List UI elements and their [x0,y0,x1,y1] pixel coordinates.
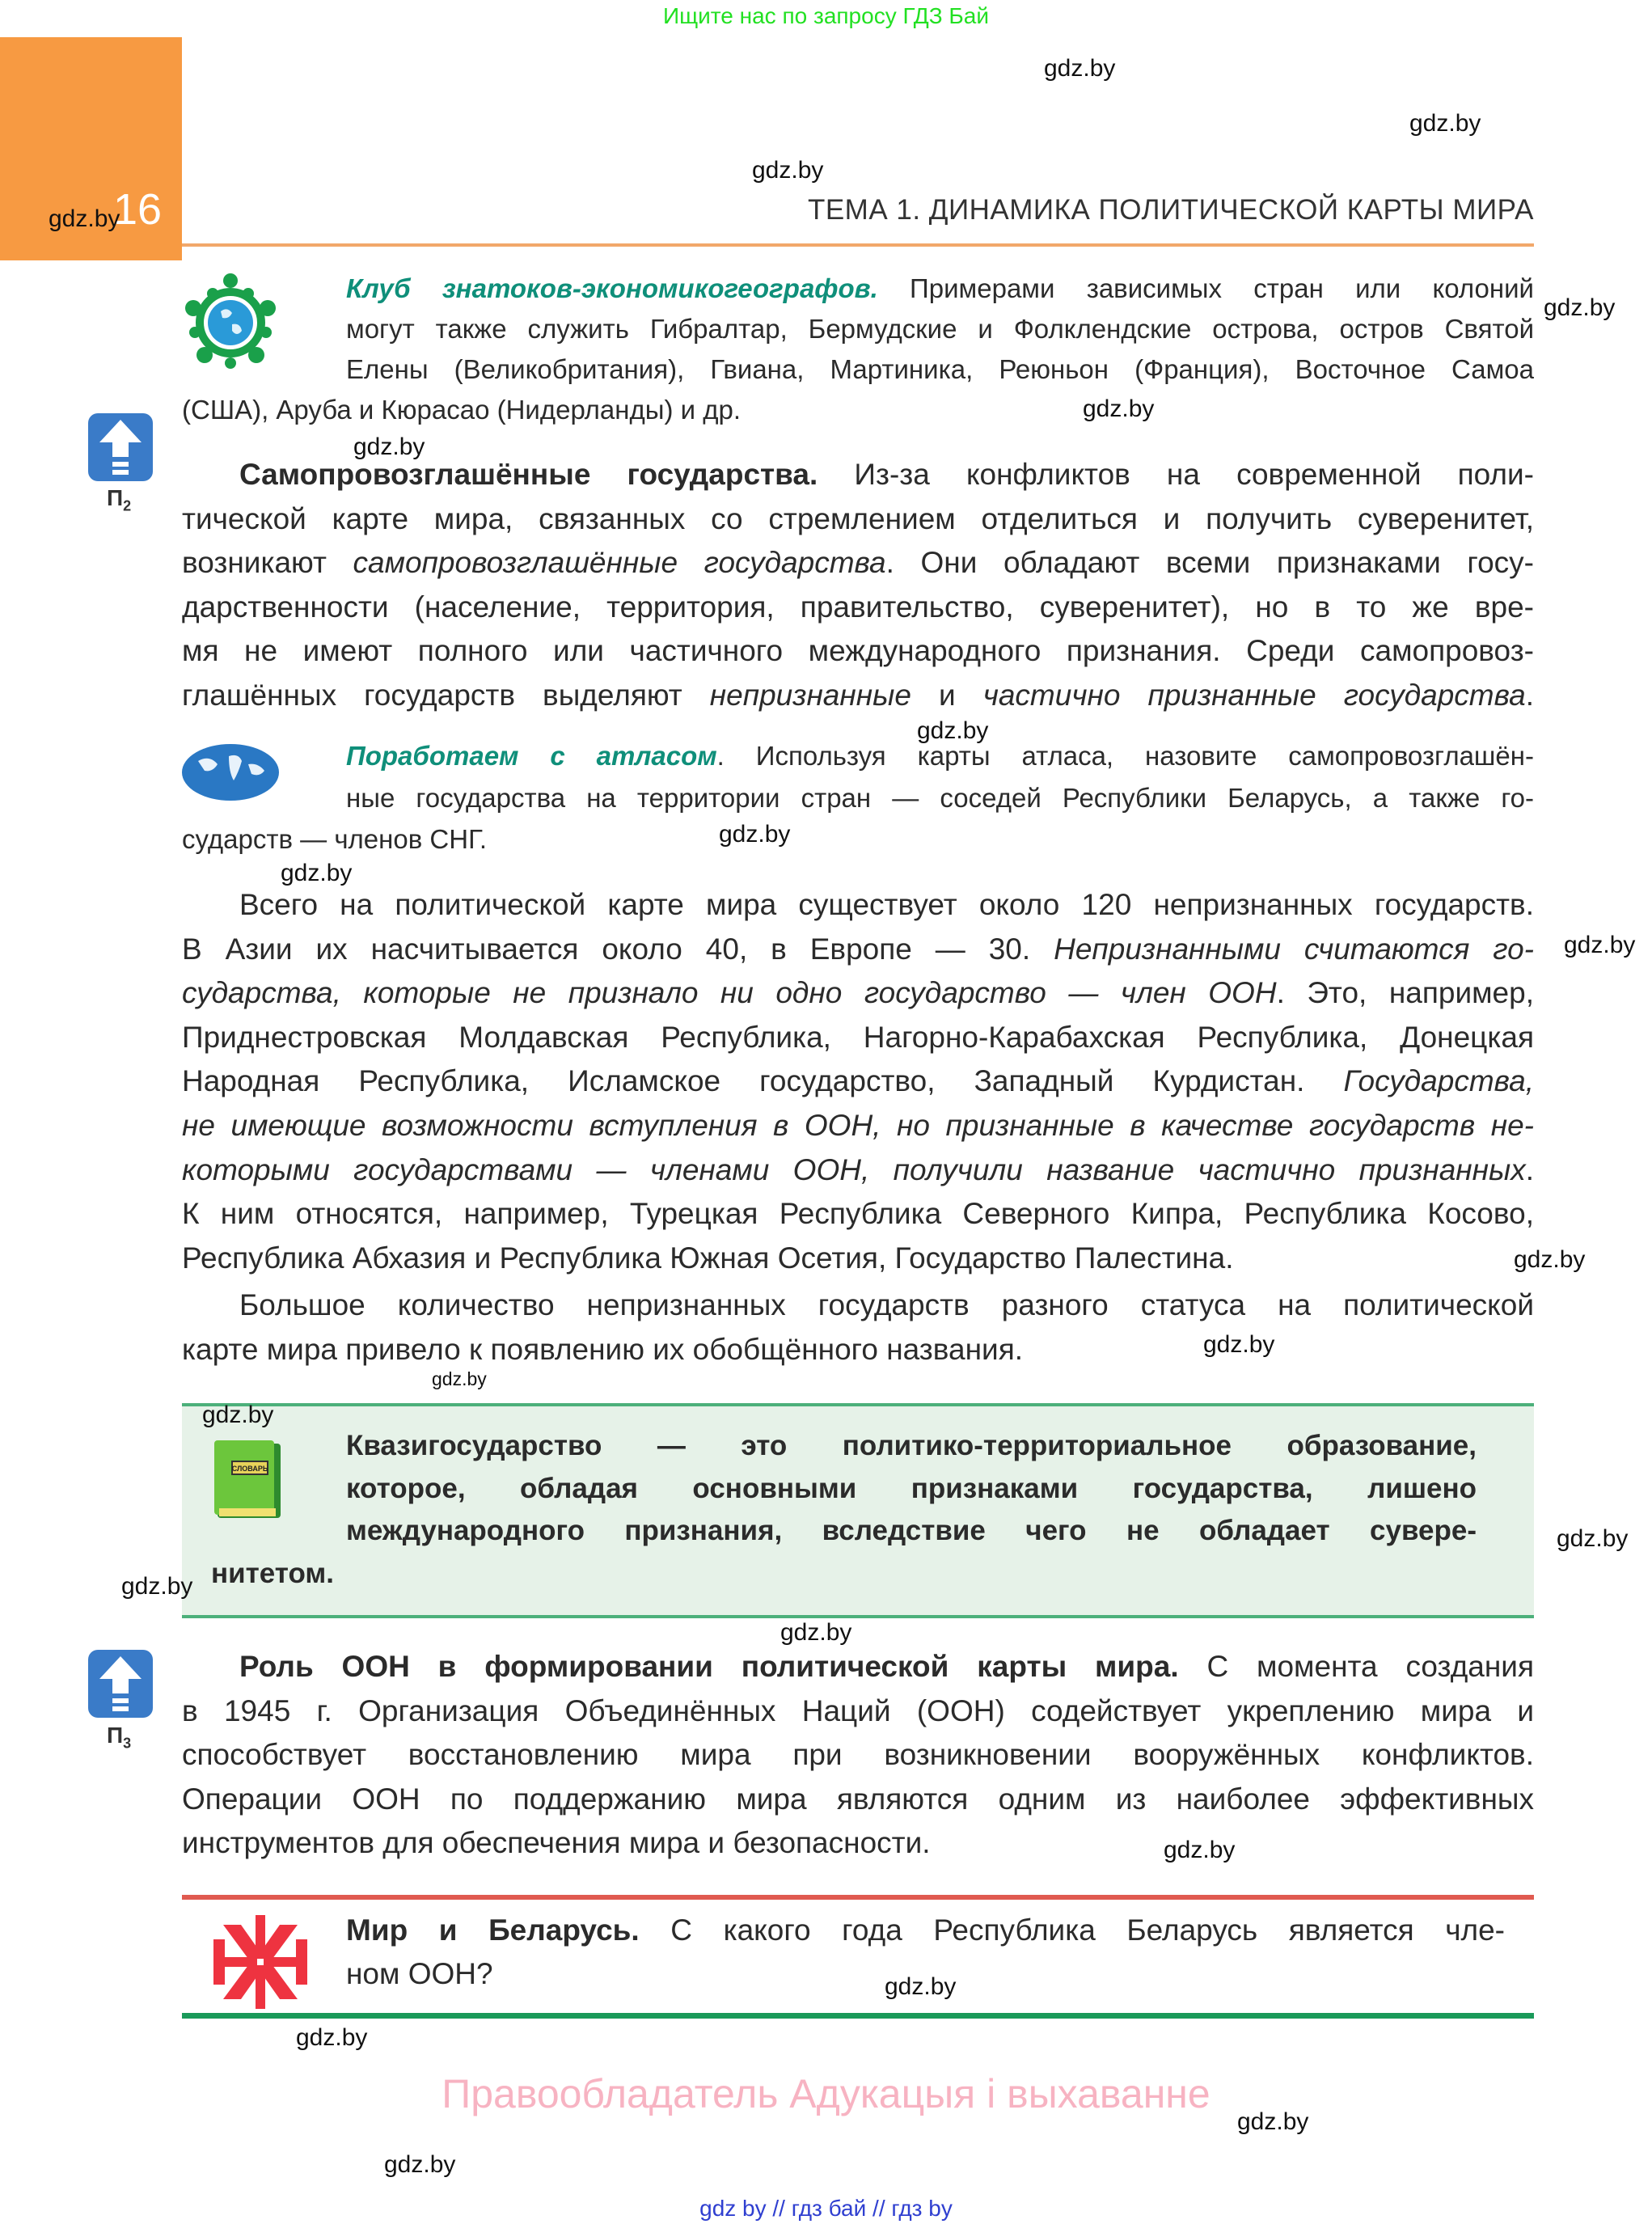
belarusian-ornament-icon [213,1915,307,2009]
text-segment: международного признания, вследствие чего не обладает сувере- [346,1515,1477,1547]
text-segment: . Это, например, [1276,976,1534,1010]
text-line [346,1913,1505,1947]
text-line [182,824,1534,855]
text-line [182,1153,1534,1187]
section-heading: Клуб знатоков-экономикогеографов. [346,273,878,303]
text-line [182,1109,1534,1143]
text-segment: сударств — членов СНГ. [182,824,488,854]
text-line [182,502,1534,536]
text-line [182,1197,1534,1231]
text-segment: нитетом. [211,1557,335,1589]
text-line [182,1694,1534,1728]
text-segment: . Они обладают всеми признаками госу- [885,546,1534,580]
text-line [239,888,1534,922]
text-line [182,1021,1534,1055]
watermark: gdz.by [885,1973,957,2000]
text-segment: . [1525,1152,1534,1186]
text-segment: С какого года Республика Беларусь является чле- [639,1913,1505,1947]
text-segment: карте мира привело к появлению их обобщённого названия. [182,1332,1024,1366]
text-segment: Из-за конфликтов на современной поли- [818,458,1534,491]
watermark: gdz.by [917,717,989,744]
text-line [182,1782,1534,1816]
text-line [346,741,1534,772]
text-line [211,1558,1477,1590]
text-segment: В Азии их насчитывается около 40, в Европе — 30. [182,932,1054,966]
chapter-title: ТЕМА 1. ДИНАМИКА ПОЛИТИЧЕСКОЙ КАРТЫ МИРА [807,194,1534,226]
watermark: gdz.by [353,433,425,460]
bold-lead: Роль ООН в формировании политической карты мира. [239,1650,1179,1683]
text-line [182,395,1534,425]
globe-atlas-icon [182,743,279,801]
watermark: gdz.by [752,157,824,184]
watermark: gdz.by [281,860,353,886]
text-line [346,273,1534,304]
watermark: gdz.by [719,821,791,848]
header-divider [182,243,1534,247]
text-segment: тической карте мира, связанных со стремлением отделиться и получить суверенитет, [182,501,1534,535]
paragraph-mark-letter: П [107,1723,124,1748]
text-line [182,679,1534,712]
italic-text: Государства, [1343,1064,1534,1098]
text-line [182,1333,1534,1367]
text-line [346,1430,1477,1462]
italic-text: самопровозглашённые государства [353,546,886,580]
text-segment: дарственности (население, территория, правительство, суверенитет), но в то же вре- [182,590,1534,624]
text-segment: мя не имеют полного или частичного международного признания. Среди самопровоз- [182,634,1534,668]
text-line [182,1826,1534,1860]
text-line [182,976,1534,1010]
club-emblem-icon [182,271,279,373]
watermark: gdz.by [1203,1331,1275,1358]
watermark: gdz.by [1544,294,1616,321]
text-line [182,634,1534,668]
text-segment: С момента создания [1178,1650,1534,1683]
italic-text: сударства, которые не признало ни одно государство — член ООН [182,976,1277,1010]
text-line [239,458,1534,492]
text-segment: (США), Аруба и Кюрасао (Нидерланды) и др. [182,395,741,425]
text-segment: Народная Республика, Исламское государство, Западный Курдистан. [182,1064,1344,1098]
italic-text: непризнанные [709,679,911,712]
paragraph-reference-arrow-icon [88,413,153,481]
text-line [346,354,1534,385]
text-segment: Елены (Великобритания), Гвиана, Мартиника, Реюньон (Франция), Восточное Самоа [346,354,1534,384]
text-line [346,314,1534,345]
text-segment: . Используя карты атласа, назовите самопровозглашён- [716,741,1534,771]
text-segment: ном ООН? [346,1957,493,1990]
text-segment: Большое количество непризнанных государств разного статуса на политической [239,1288,1534,1321]
text-line [182,932,1534,966]
text-line [346,1515,1477,1547]
text-line [182,1064,1534,1098]
text-line [182,546,1534,580]
search-hint: Ищите нас по запросу ГДЗ Бай [662,3,990,28]
watermark: gdz.by [1164,1837,1236,1863]
text-line [239,1288,1534,1322]
watermark: gdz.by [49,205,120,232]
watermark: gdz.by [1514,1246,1586,1273]
text-segment: могут также служить Гибралтар, Бермудские и Фолклендские острова, остров Святой [346,314,1534,344]
text-segment: Приднестровская Молдавская Республика, Нагорно-Карабахская Республика, Донецкая [182,1020,1534,1054]
italic-text: которыми государствами — членами ООН, получили название частично признанных [182,1152,1526,1186]
text-segment: Всего на политической карте мира существует около 120 непризнанных государств. [239,888,1534,921]
watermark: gdz.by [432,1368,487,1389]
text-segment: способствует восстановлению мира при возникновении вооружённых конфликтов. [182,1738,1534,1772]
watermark: gdz.by [202,1402,274,1428]
text-line [239,1650,1534,1684]
text-segment: в 1945 г. Организация Объединённых Наций (ООН) содействует укреплению мира и [182,1693,1534,1727]
text-line [182,590,1534,624]
text-segment: возникают [182,546,353,580]
watermark: gdz.by [296,2024,368,2051]
watermark: gdz.by [1237,2108,1309,2135]
text-line [182,1738,1534,1772]
watermark: gdz.by [1564,932,1636,958]
text-segment: Квазигосударство — это политико-территориальное образование, [346,1430,1477,1461]
italic-text: частично признанные государства [982,679,1526,712]
section-heading: Поработаем с атласом [346,741,717,771]
paragraph-mark-index: 2 [123,497,132,514]
text-segment: и [911,679,983,712]
rights-holder-notice: Правообладатель Адукацыя і выхаванне [442,2071,1210,2116]
paragraph-mark-letter: П [107,485,124,510]
bold-lead: Мир и Беларусь. [346,1913,640,1947]
watermark: gdz.by [1557,1525,1629,1552]
text-segment: которое, обладая основными признаками государства, лишено [346,1472,1477,1504]
paragraph-mark-index: 3 [123,1735,132,1752]
paragraph-mark-p2 [107,485,131,515]
text-segment: Операции ООН по поддержанию мира являются одним из наиболее эффективных [182,1782,1534,1816]
belarus-section-bottom-rule [182,2013,1534,2019]
text-segment: ные государства на территории стран — соседей Республики Беларусь, а также го- [346,782,1534,813]
text-line [346,1473,1477,1505]
paragraph-reference-arrow-icon [88,1650,153,1718]
italic-text: Непризнанными считаются го- [1054,932,1534,966]
watermark: gdz.by [121,1573,193,1600]
watermark: gdz.by [384,2151,456,2178]
footer-links[interactable]: gdz by // гдз бай // гдз by [699,2196,953,2221]
belarus-section-top-rule [182,1895,1534,1900]
dictionary-book-icon [211,1439,285,1524]
text-segment: . [1525,679,1534,712]
text-line [346,783,1534,814]
watermark: gdz.by [1083,395,1155,422]
book-label: СЛОВАРЬ [231,1465,268,1473]
watermark: gdz.by [780,1619,852,1646]
text-segment: инструментов для обеспечения мира и безопасности. [182,1826,931,1860]
text-segment: Примерами зависимых стран или колоний [877,273,1534,303]
text-segment: Республика Абхазия и Республика Южная Осетия, Государство Палестина. [182,1241,1234,1275]
text-segment: глашённых государств выделяют [182,679,710,712]
italic-text: не имеющие возможности вступления в ООН, но признанные в качестве государств не- [182,1109,1534,1142]
watermark: gdz.by [1409,110,1481,137]
text-line [182,1241,1534,1275]
bold-lead: Самопровозглашённые государства. [239,458,818,491]
watermark: gdz.by [1044,55,1116,82]
paragraph-mark-p3 [107,1723,131,1753]
text-segment: К ним относятся, например, Турецкая Республика Северного Кипра, Республика Косово, [182,1197,1534,1231]
page-number: 16 [113,185,163,234]
